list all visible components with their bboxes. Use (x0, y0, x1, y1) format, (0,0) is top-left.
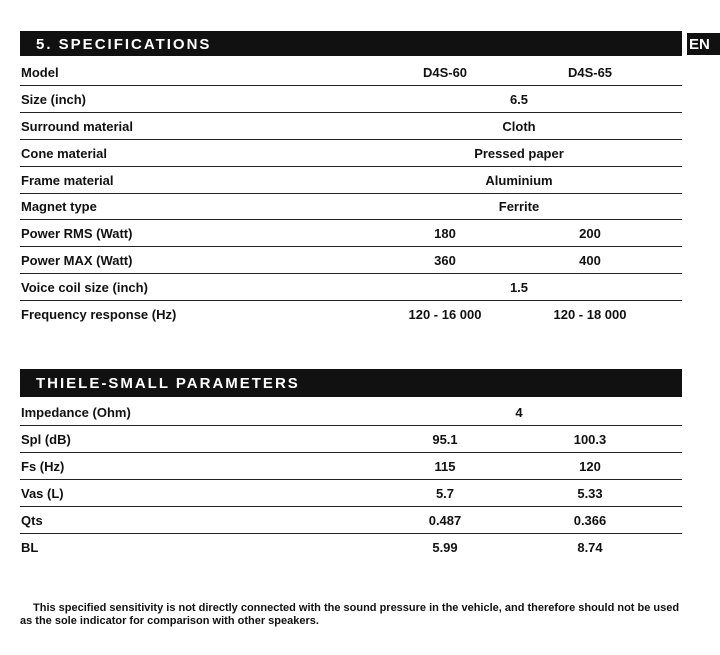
row-label: Voice coil size (inch) (21, 280, 148, 295)
row-value-1: 0.487 (428, 513, 462, 528)
spec-row-model (20, 60, 682, 86)
row-value: Aluminium (485, 173, 553, 188)
row-value-1: 5.7 (435, 486, 455, 501)
row-value: Cloth (502, 119, 536, 134)
spec-row-voice-coil (20, 275, 682, 301)
row-value-2: 400 (579, 253, 601, 268)
row-value-2: 8.74 (577, 540, 603, 555)
spec-row-surround (20, 114, 682, 140)
row-value-2: 200 (579, 226, 601, 241)
row-label: Power MAX (Watt) (21, 253, 133, 268)
spec-row-cone (20, 141, 682, 167)
row-label: Model (21, 65, 59, 80)
row-value-1: 120 - 16 000 (408, 307, 482, 322)
spec-row-frame (20, 168, 682, 194)
row-value: 4 (515, 405, 523, 420)
row-value-1: 5.99 (432, 540, 458, 555)
spec-row-magnet (20, 194, 682, 220)
row-label: Frame material (21, 173, 114, 188)
row-label: Vas (L) (21, 486, 64, 501)
language-label: EN (687, 33, 720, 55)
row-value-1: 115 (434, 459, 456, 474)
row-label: Qts (21, 513, 43, 528)
ts-row-bl (20, 535, 682, 561)
ts-row-qts (20, 508, 682, 534)
row-label: Cone material (21, 146, 107, 161)
footnote: This specified sensitivity is not directly connected with the sound pressure in the vehicle, and therefore should not be used as the sole indicator for comparison with other speakers. (20, 602, 680, 627)
row-value: Pressed paper (474, 146, 564, 161)
row-value-1: 360 (434, 253, 456, 268)
row-value: 1.5 (509, 280, 529, 295)
row-label: Power RMS (Watt) (21, 226, 133, 241)
spec-row-size (20, 87, 682, 113)
row-value-2: 120 (579, 459, 601, 474)
ts-row-impedance (20, 400, 682, 426)
row-label: Frequency response (Hz) (21, 307, 177, 322)
row-value: 6.5 (509, 92, 529, 107)
row-label: BL (21, 540, 39, 555)
row-label: Size (inch) (21, 92, 87, 107)
row-label: Impedance (Ohm) (21, 405, 131, 420)
model-d4s-65: D4S-65 (567, 65, 613, 80)
ts-row-vas (20, 481, 682, 507)
row-label: Magnet type (21, 199, 97, 214)
spec-row-power-max (20, 248, 682, 274)
spec-row-frequency (20, 302, 682, 328)
row-value-2: 100.3 (573, 432, 607, 447)
row-label: Spl (dB) (21, 432, 71, 447)
row-value: Ferrite (498, 199, 540, 214)
row-value-1: 180 (434, 226, 456, 241)
thiele-small-header: THIELE-SMALL PARAMETERS (20, 369, 682, 397)
ts-row-spl (20, 427, 682, 453)
row-value-2: 120 - 18 000 (553, 307, 627, 322)
row-label: Fs (Hz) (21, 459, 65, 474)
ts-row-fs (20, 454, 682, 480)
model-d4s-60: D4S-60 (422, 65, 468, 80)
row-value-1: 95.1 (432, 432, 458, 447)
row-value-2: 5.33 (577, 486, 603, 501)
row-label: Surround material (21, 119, 133, 134)
specifications-header: 5. SPECIFICATIONS (20, 31, 682, 56)
row-value-2: 0.366 (573, 513, 607, 528)
spec-row-power-rms (20, 221, 682, 247)
